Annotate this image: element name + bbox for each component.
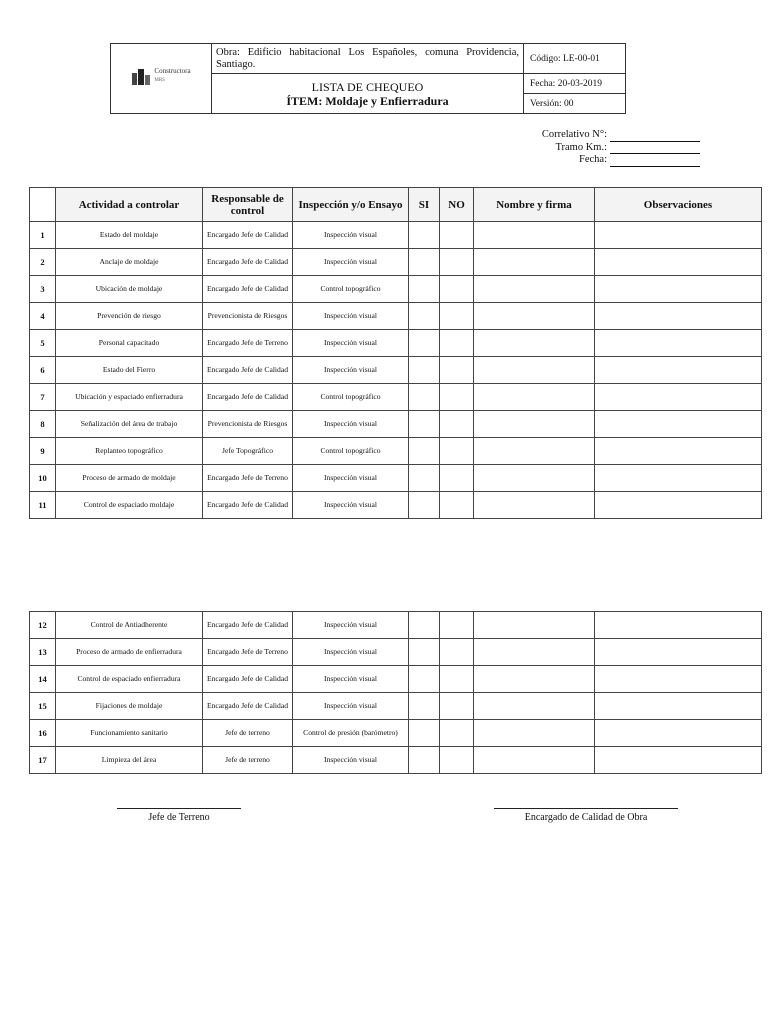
no-checkbox-cell[interactable] (440, 747, 474, 774)
row-number: 10 (30, 465, 56, 492)
row-number: 17 (30, 747, 56, 774)
tramo-label: Tramo Km.: (555, 141, 607, 153)
no-checkbox-cell[interactable] (440, 492, 474, 519)
nombre-firma-cell[interactable] (474, 411, 595, 438)
responsable-cell: Encargado Jefe de Terreno (203, 639, 293, 666)
inspeccion-cell: Control de presión (barómetro) (293, 720, 409, 747)
inspeccion-cell: Inspección visual (293, 303, 409, 330)
document-code: Código: LE-00-01 (524, 44, 626, 74)
tramo-row (542, 142, 700, 155)
observaciones-cell[interactable] (595, 747, 762, 774)
si-checkbox-cell[interactable] (409, 303, 440, 330)
responsable-cell: Encargado Jefe de Calidad (203, 222, 293, 249)
tramo-field[interactable] (610, 144, 700, 154)
signature-line[interactable] (494, 808, 678, 809)
row-number: 16 (30, 720, 56, 747)
si-checkbox-cell[interactable] (409, 465, 440, 492)
nombre-firma-cell[interactable] (474, 438, 595, 465)
observaciones-cell[interactable] (595, 666, 762, 693)
table-row (30, 465, 762, 492)
row-number: 2 (30, 249, 56, 276)
document-item: ÍTEM: Moldaje y Enfierradura (286, 93, 449, 108)
table-row (30, 330, 762, 357)
no-checkbox-cell[interactable] (440, 303, 474, 330)
si-checkbox-cell[interactable] (409, 222, 440, 249)
checklist-body-continued (30, 612, 762, 774)
document-header (110, 43, 626, 114)
row-number: 14 (30, 666, 56, 693)
row-number: 5 (30, 330, 56, 357)
no-checkbox-cell[interactable] (440, 639, 474, 666)
correlativo-block (542, 129, 700, 167)
row-number: 1 (30, 222, 56, 249)
nombre-header: Nombre y firma (474, 188, 595, 222)
observaciones-cell[interactable] (595, 303, 762, 330)
responsable-cell: Encargado Jefe de Calidad (203, 666, 293, 693)
actividad-cell: Ubicación y espaciado enfierradura (56, 384, 203, 411)
responsable-cell: Jefe de terreno (203, 747, 293, 774)
actividad-cell: Fijaciones de moldaje (56, 693, 203, 720)
inspeccion-cell: Inspección visual (293, 465, 409, 492)
actividad-cell: Anclaje de moldaje (56, 249, 203, 276)
actividad-cell: Funcionamiento sanitario (56, 720, 203, 747)
responsable-cell: Encargado Jefe de Calidad (203, 492, 293, 519)
nombre-firma-cell[interactable] (474, 639, 595, 666)
row-number: 3 (30, 276, 56, 303)
company-name: Constructora (154, 67, 191, 75)
checklist-table (29, 187, 762, 519)
observaciones-cell[interactable] (595, 249, 762, 276)
table-row (30, 384, 762, 411)
responsable-cell: Prevencionista de Riesgos (203, 303, 293, 330)
responsable-header: Responsable de control (203, 188, 293, 222)
observaciones-cell[interactable] (595, 639, 762, 666)
actividad-cell: Estado del Fierro (56, 357, 203, 384)
table-row (30, 720, 762, 747)
nombre-firma-cell[interactable] (474, 693, 595, 720)
table-row (30, 612, 762, 639)
nombre-firma-cell[interactable] (474, 330, 595, 357)
correlativo-label: Correlativo N°: (541, 129, 607, 140)
signature-label: Encargado de Calidad de Obra (524, 812, 648, 823)
responsable-cell: Encargado Jefe de Calidad (203, 612, 293, 639)
actividad-cell: Replanteo topográfico (56, 438, 203, 465)
responsable-cell: Jefe de terreno (203, 720, 293, 747)
inspeccion-cell: Inspección visual (293, 357, 409, 384)
nombre-firma-cell[interactable] (474, 303, 595, 330)
actividad-cell: Proceso de armado de moldaje (56, 465, 203, 492)
fecha-label: Fecha: (579, 154, 607, 165)
signature-line[interactable] (117, 808, 241, 809)
signature-label: Jefe de Terreno (148, 812, 210, 823)
actividad-cell: Proceso de armado de enfierradura (56, 639, 203, 666)
company-logo-cell (111, 44, 212, 114)
observaciones-cell[interactable] (595, 693, 762, 720)
no-checkbox-cell[interactable] (440, 666, 474, 693)
row-number: 13 (30, 639, 56, 666)
nombre-firma-cell[interactable] (474, 747, 595, 774)
actividad-cell: Control de Antiadherente (56, 612, 203, 639)
actividad-cell: Control de espaciado moldaje (56, 492, 203, 519)
observaciones-cell[interactable] (595, 612, 762, 639)
si-checkbox-cell[interactable] (409, 666, 440, 693)
observaciones-cell[interactable] (595, 222, 762, 249)
no-checkbox-cell[interactable] (440, 411, 474, 438)
inspeccion-header: Inspección y/o Ensayo (293, 188, 409, 222)
responsable-cell: Encargado Jefe de Calidad (203, 693, 293, 720)
inspeccion-cell: Inspección visual (293, 666, 409, 693)
si-checkbox-cell[interactable] (409, 720, 440, 747)
row-number: 11 (30, 492, 56, 519)
no-checkbox-cell[interactable] (440, 465, 474, 492)
row-number: 9 (30, 438, 56, 465)
inspeccion-cell: Inspección visual (293, 492, 409, 519)
signature-jefe-terreno (117, 808, 241, 824)
si-checkbox-cell[interactable] (409, 612, 440, 639)
inspeccion-cell: Control topográfico (293, 276, 409, 303)
responsable-cell: Encargado Jefe de Calidad (203, 384, 293, 411)
inspeccion-cell: Inspección visual (293, 693, 409, 720)
row-number: 15 (30, 693, 56, 720)
observaciones-cell[interactable] (595, 276, 762, 303)
no-checkbox-cell[interactable] (440, 693, 474, 720)
inspeccion-cell: Inspección visual (293, 249, 409, 276)
observaciones-cell[interactable] (595, 411, 762, 438)
actividad-cell: Señalización del área de trabajo (56, 411, 203, 438)
table-row (30, 666, 762, 693)
document-version: Versión: 00 (524, 94, 626, 114)
actividad-header: Actividad a controlar (56, 188, 203, 222)
actividad-cell: Limpieza del área (56, 747, 203, 774)
si-checkbox-cell[interactable] (409, 357, 440, 384)
si-checkbox-cell[interactable] (409, 330, 440, 357)
si-checkbox-cell[interactable] (409, 747, 440, 774)
row-number: 7 (30, 384, 56, 411)
no-checkbox-cell[interactable] (440, 330, 474, 357)
nombre-firma-cell[interactable] (474, 720, 595, 747)
table-row (30, 411, 762, 438)
no-checkbox-cell[interactable] (440, 222, 474, 249)
si-checkbox-cell[interactable] (409, 384, 440, 411)
actividad-cell: Estado del moldaje (56, 222, 203, 249)
document-title-cell (212, 74, 524, 114)
table-row (30, 222, 762, 249)
nombre-firma-cell[interactable] (474, 384, 595, 411)
inspeccion-cell: Control topográfico (293, 438, 409, 465)
inspeccion-cell: Inspección visual (293, 747, 409, 774)
document-title: LISTA DE CHEQUEO (311, 79, 424, 94)
si-checkbox-cell[interactable] (409, 492, 440, 519)
si-checkbox-cell[interactable] (409, 693, 440, 720)
no-checkbox-cell[interactable] (440, 438, 474, 465)
inspeccion-cell: Control topográfico (293, 384, 409, 411)
row-number: 8 (30, 411, 56, 438)
observaciones-header: Observaciones (595, 188, 762, 222)
responsable-cell: Prevencionista de Riesgos (203, 411, 293, 438)
observaciones-cell[interactable] (595, 492, 762, 519)
actividad-cell: Ubicación de moldaje (56, 276, 203, 303)
obra-description: Obra: Edificio habitacional Los Españoles, comuna Providencia, Santiago. (212, 44, 524, 74)
company-subname: MRS (154, 78, 165, 83)
si-checkbox-cell[interactable] (409, 276, 440, 303)
si-checkbox-cell[interactable] (409, 639, 440, 666)
nombre-firma-cell[interactable] (474, 492, 595, 519)
inspeccion-cell: Inspección visual (293, 222, 409, 249)
observaciones-cell[interactable] (595, 438, 762, 465)
inspeccion-cell: Inspección visual (293, 612, 409, 639)
inspeccion-cell: Inspección visual (293, 330, 409, 357)
table-row (30, 693, 762, 720)
no-checkbox-cell[interactable] (440, 276, 474, 303)
table-row (30, 747, 762, 774)
correlativo-row (542, 129, 700, 142)
si-checkbox-cell[interactable] (409, 249, 440, 276)
responsable-cell: Encargado Jefe de Terreno (203, 465, 293, 492)
nombre-firma-cell[interactable] (474, 276, 595, 303)
fecha-row (542, 154, 700, 167)
si-header: SI (409, 188, 440, 222)
si-checkbox-cell[interactable] (409, 411, 440, 438)
responsable-cell: Jefe Topográfico (203, 438, 293, 465)
observaciones-cell[interactable] (595, 357, 762, 384)
responsable-cell: Encargado Jefe de Calidad (203, 249, 293, 276)
nombre-firma-cell[interactable] (474, 222, 595, 249)
table-row (30, 249, 762, 276)
nombre-firma-cell[interactable] (474, 465, 595, 492)
responsable-cell: Encargado Jefe de Calidad (203, 357, 293, 384)
table-row (30, 357, 762, 384)
responsable-cell: Encargado Jefe de Terreno (203, 330, 293, 357)
table-row (30, 639, 762, 666)
actividad-cell: Control de espaciado enfierradura (56, 666, 203, 693)
no-checkbox-cell[interactable] (440, 357, 474, 384)
table-row (30, 492, 762, 519)
table-row (30, 303, 762, 330)
no-checkbox-cell[interactable] (440, 720, 474, 747)
observaciones-cell[interactable] (595, 330, 762, 357)
nombre-firma-cell[interactable] (474, 612, 595, 639)
observaciones-cell[interactable] (595, 720, 762, 747)
observaciones-cell[interactable] (595, 384, 762, 411)
no-checkbox-cell[interactable] (440, 384, 474, 411)
table-header-row (30, 188, 762, 222)
correlativo-field[interactable] (610, 132, 700, 142)
building-logo-icon (131, 67, 151, 85)
actividad-cell: Personal capacitado (56, 330, 203, 357)
row-number: 12 (30, 612, 56, 639)
table-row (30, 438, 762, 465)
row-number: 4 (30, 303, 56, 330)
no-checkbox-cell[interactable] (440, 249, 474, 276)
nombre-firma-cell[interactable] (474, 357, 595, 384)
responsable-cell: Encargado Jefe de Calidad (203, 276, 293, 303)
si-checkbox-cell[interactable] (409, 438, 440, 465)
document-date: Fecha: 20-03-2019 (524, 74, 626, 94)
actividad-cell: Prevención de riesgo (56, 303, 203, 330)
no-header: NO (440, 188, 474, 222)
company-logo (131, 67, 190, 85)
nombre-firma-cell[interactable] (474, 249, 595, 276)
num-header (30, 188, 56, 222)
table-row (30, 276, 762, 303)
inspeccion-cell: Inspección visual (293, 411, 409, 438)
fecha-field[interactable] (610, 157, 700, 167)
signature-encargado-calidad (494, 808, 678, 824)
inspeccion-cell: Inspección visual (293, 639, 409, 666)
checklist-body (30, 222, 762, 519)
row-number: 6 (30, 357, 56, 384)
observaciones-cell[interactable] (595, 465, 762, 492)
checklist-table-continued (29, 611, 762, 774)
nombre-firma-cell[interactable] (474, 666, 595, 693)
no-checkbox-cell[interactable] (440, 612, 474, 639)
